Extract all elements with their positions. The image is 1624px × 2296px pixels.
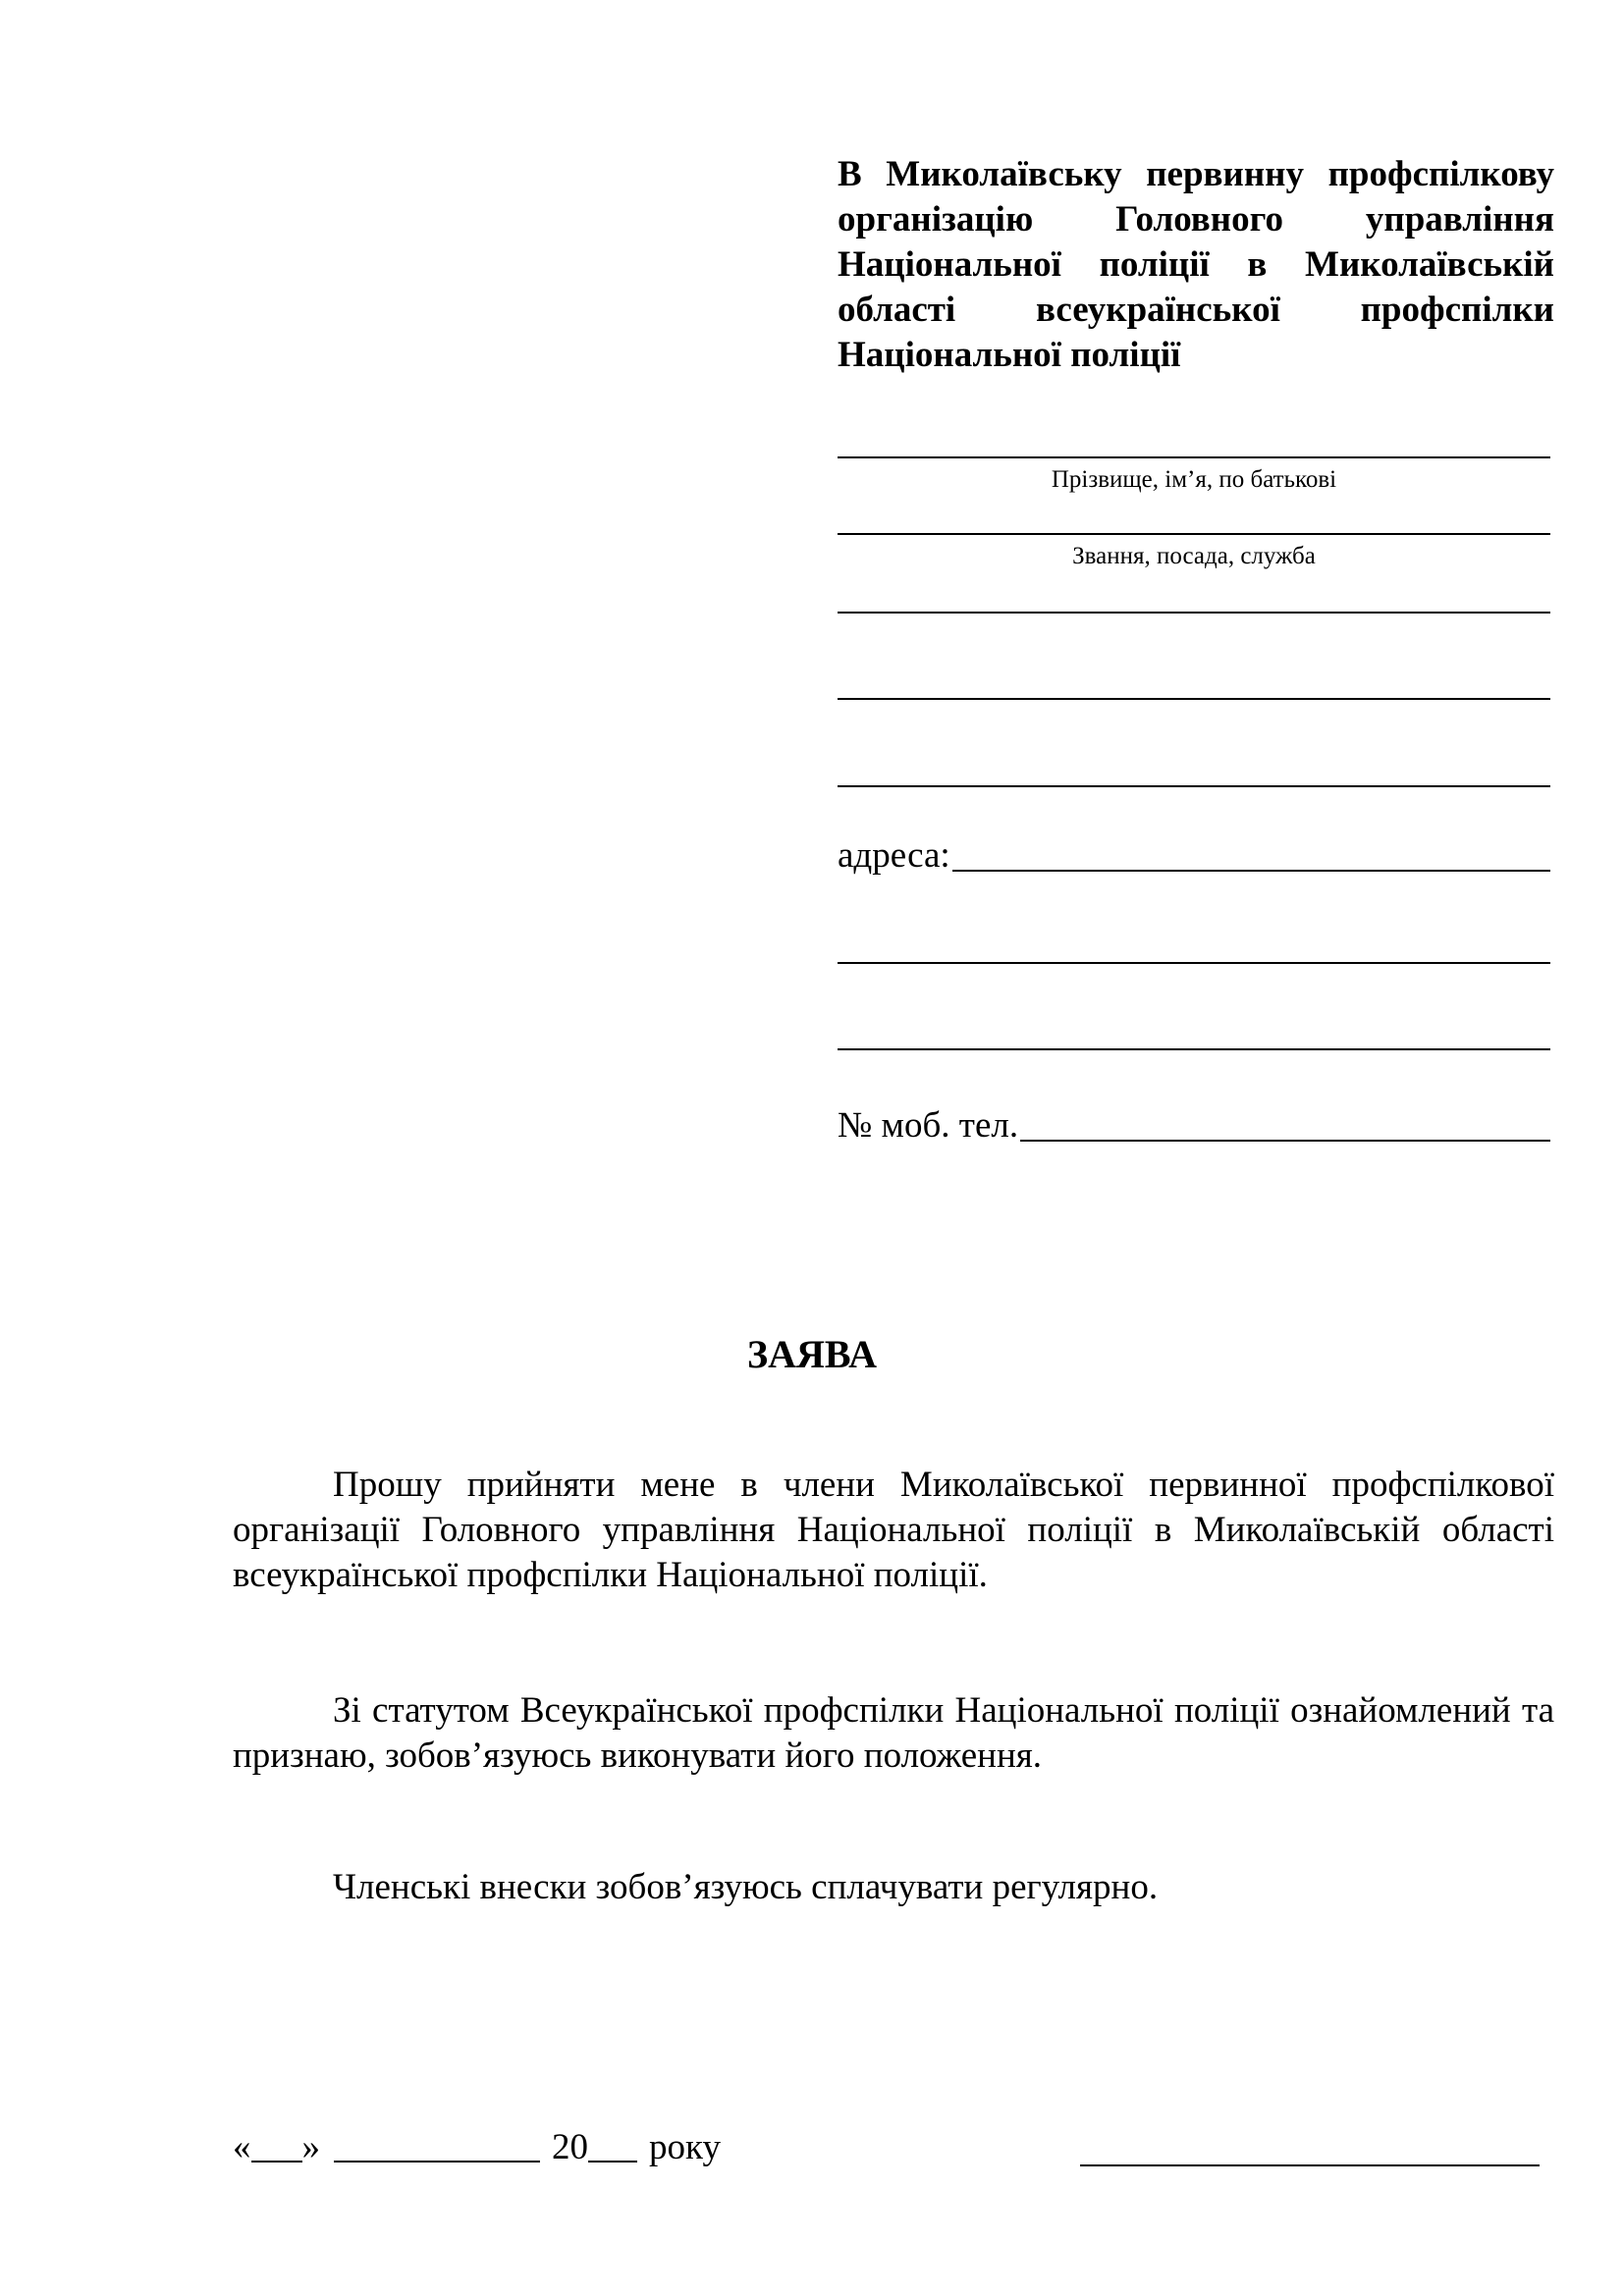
month-blank[interactable] [334, 2161, 540, 2163]
paragraph-statute: Зі статутом Всеукраїнської профспілки Національної поліції ознайомлений та признаю, зобов’язуюсь виконувати його положення. [233, 1690, 1554, 1776]
year-prefix: 20 [552, 2127, 588, 2167]
rank-field-caption: Звання, посада, служба [1072, 543, 1316, 569]
address-field[interactable] [838, 834, 1550, 878]
extra-field-line-1[interactable] [838, 612, 1550, 614]
addressee-block: В Миколаївську первинну профспілкову організацію Головного управління Національної поліції в Миколаївській області всеукраїнської профспілки Національної поліції [838, 154, 1554, 375]
paragraph-request: Прошу прийняти мене в члени Миколаївської первинної профспілкової організації Головного управління Національної поліції в Миколаївській області всеукраїнської профспілки Національної поліції. [233, 1465, 1554, 1595]
year-blank[interactable] [588, 2161, 637, 2163]
address-label: адреса: [838, 835, 950, 876]
date-close-quote: » [301, 2127, 320, 2167]
rank-field-line[interactable] [838, 533, 1550, 535]
address-line-3[interactable] [838, 1048, 1550, 1050]
document-title: ЗАЯВА [747, 1332, 877, 1376]
name-field-caption: Прізвище, ім’я, по батькові [1051, 466, 1337, 493]
date-open-quote: « [233, 2127, 251, 2167]
phone-field[interactable] [838, 1104, 1550, 1148]
extra-field-line-2[interactable] [838, 698, 1550, 700]
day-blank[interactable] [251, 2161, 302, 2163]
address-line[interactable] [952, 870, 1550, 872]
name-field-line[interactable] [838, 456, 1550, 458]
address-line-2[interactable] [838, 962, 1550, 964]
date-line [233, 2125, 721, 2170]
year-suffix: року [649, 2127, 721, 2167]
paragraph-dues: Членські внески зобов’язуюсь сплачувати регулярно. [333, 1867, 1159, 1907]
phone-label: № моб. тел. [838, 1105, 1019, 1146]
extra-field-line-3[interactable] [838, 785, 1550, 787]
signature-line[interactable] [1080, 2164, 1540, 2166]
phone-line[interactable] [1020, 1140, 1550, 1142]
